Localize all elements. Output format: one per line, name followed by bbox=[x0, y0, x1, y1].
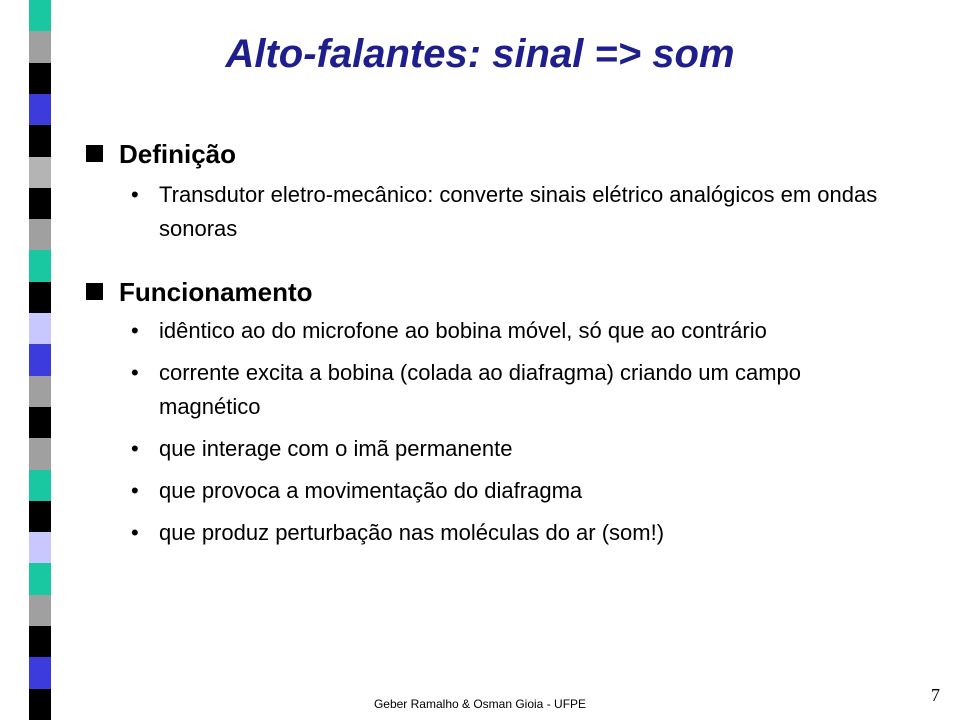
footer-credit: Geber Ramalho & Osman Gioia - UFPE bbox=[373, 697, 587, 711]
bullet-dot-icon: • bbox=[131, 478, 139, 503]
list-item bbox=[127, 432, 879, 466]
stripe-block bbox=[29, 501, 51, 532]
list-item bbox=[127, 178, 879, 246]
stripe-block bbox=[29, 313, 51, 344]
stripe-block bbox=[29, 376, 51, 407]
list-item-text: que provoca a movimentação do diafragma bbox=[159, 478, 583, 503]
list-item-text: idêntico ao do microfone ao bobina móvel, só que ao contrário bbox=[159, 318, 767, 343]
stripe-block bbox=[29, 563, 51, 595]
square-bullet-icon bbox=[86, 145, 103, 162]
stripe-block bbox=[29, 344, 51, 376]
stripe-block bbox=[29, 125, 51, 157]
stripe-block bbox=[29, 157, 51, 188]
list-item-text: que produz perturbação nas moléculas do ar (som!) bbox=[159, 520, 665, 545]
stripe-block bbox=[29, 626, 51, 657]
list-item bbox=[127, 516, 879, 550]
stripe-block bbox=[29, 94, 51, 125]
stripe-block bbox=[29, 250, 51, 282]
bullet-dot-icon: • bbox=[131, 318, 139, 343]
list-item bbox=[127, 356, 879, 424]
list-item bbox=[127, 474, 879, 508]
stripe-block bbox=[29, 595, 51, 626]
stripe-block bbox=[29, 282, 51, 313]
page-number: 7 bbox=[931, 685, 940, 705]
stripe-block bbox=[29, 438, 51, 470]
stripe-block bbox=[29, 219, 51, 250]
bullet-dot-icon: • bbox=[131, 360, 139, 385]
decorative-color-stripe bbox=[29, 0, 51, 720]
square-bullet-icon bbox=[86, 283, 103, 300]
list-item-text: que interage com o imã permanente bbox=[159, 436, 513, 461]
section-heading: Definição bbox=[119, 139, 237, 169]
bullet-dot-icon: • bbox=[131, 436, 139, 461]
list-item bbox=[127, 314, 879, 348]
stripe-block bbox=[29, 532, 51, 563]
stripe-block bbox=[29, 657, 51, 689]
stripe-block bbox=[29, 188, 51, 219]
list-item-text: corrente excita a bobina (colada ao diafragma) criando um campo magnético bbox=[159, 360, 802, 419]
bullet-dot-icon: • bbox=[131, 520, 139, 545]
stripe-block bbox=[29, 407, 51, 438]
list-item-text: Transdutor eletro-mecânico: converte sinais elétrico analógicos em ondas sonoras bbox=[159, 182, 878, 241]
stripe-block bbox=[29, 0, 51, 31]
section-definicao bbox=[86, 138, 879, 246]
section-funcionamento bbox=[86, 276, 879, 550]
section-heading: Funcionamento bbox=[119, 277, 313, 307]
stripe-block bbox=[29, 470, 51, 501]
slide-title: Alto-falantes: sinal => som bbox=[225, 32, 735, 76]
bullet-dot-icon: • bbox=[131, 182, 139, 207]
